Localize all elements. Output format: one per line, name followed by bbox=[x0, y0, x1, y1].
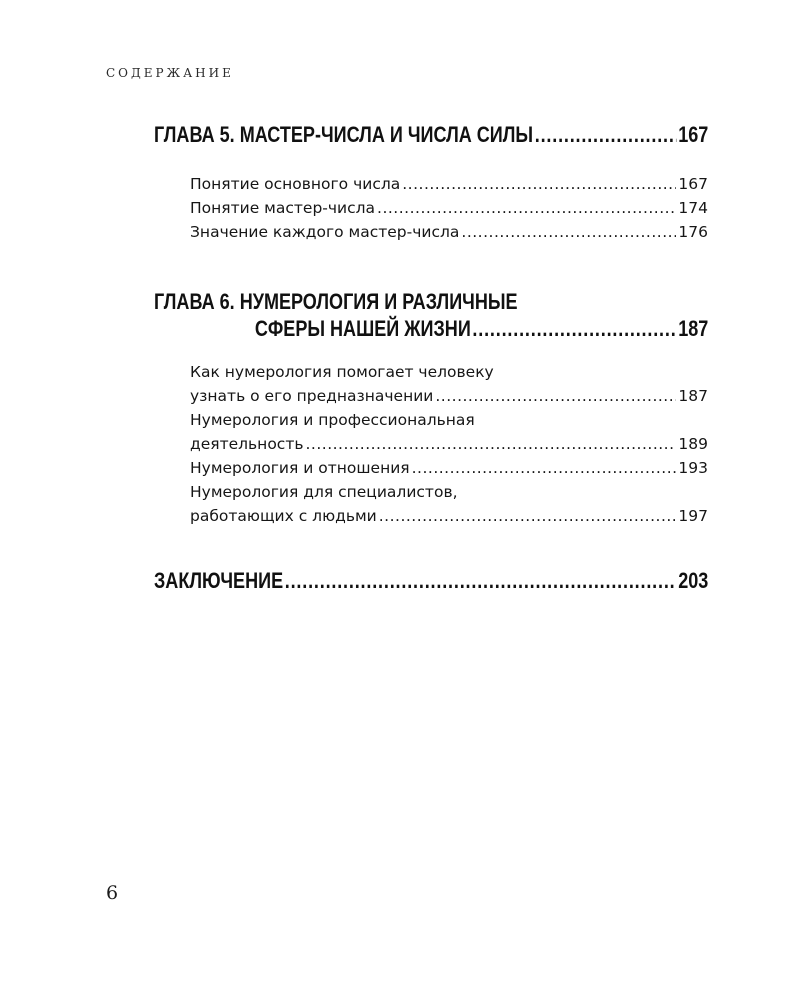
chapter-5-page: 167 bbox=[678, 122, 709, 147]
toc-entry[interactable] bbox=[190, 172, 708, 196]
leader-dots bbox=[377, 196, 676, 220]
toc-entry-title-line1: Как нумерология помогает человеку bbox=[190, 363, 494, 381]
chapter-6-title-line2: СФЕРЫ НАШЕЙ ЖИЗНИ bbox=[254, 316, 471, 341]
toc-entry-page: 176 bbox=[678, 223, 708, 241]
chapter-5-heading[interactable] bbox=[154, 122, 708, 148]
leader-dots bbox=[306, 432, 677, 456]
running-head: СОДЕРЖАНИЕ bbox=[106, 66, 234, 80]
toc-entry-page: 187 bbox=[678, 387, 708, 405]
chapter-6-heading[interactable] bbox=[154, 288, 708, 342]
toc-entry-title: Нумерология и отношения bbox=[190, 459, 410, 477]
toc-entry[interactable] bbox=[190, 456, 708, 480]
toc-entry[interactable] bbox=[190, 196, 708, 220]
leader-dots bbox=[535, 122, 677, 148]
conclusion-heading[interactable] bbox=[154, 568, 708, 594]
chapter-6-title-line1: ГЛАВА 6. НУМЕРОЛОГИЯ И РАЗЛИЧНЫЕ bbox=[154, 289, 518, 314]
toc-entry-title-line1: Нумерология для специалистов, bbox=[190, 483, 458, 501]
conclusion-title: ЗАКЛЮЧЕНИЕ bbox=[154, 568, 284, 593]
toc-entry-title: Понятие мастер-числа bbox=[190, 199, 376, 217]
toc-entry-title: Понятие основного числа bbox=[190, 175, 401, 193]
toc-entry-page: 197 bbox=[678, 507, 708, 525]
toc-entry-page: 193 bbox=[678, 459, 708, 477]
toc-entry-page: 174 bbox=[678, 199, 708, 217]
chapter-5-title: ГЛАВА 5. МАСТЕР-ЧИСЛА И ЧИСЛА СИЛЫ bbox=[154, 122, 534, 147]
leader-dots bbox=[285, 568, 677, 594]
toc-entry-title-line2: работающих с людьми bbox=[190, 507, 377, 525]
leader-dots bbox=[402, 172, 676, 196]
toc-entry[interactable] bbox=[190, 408, 708, 456]
toc-entry[interactable] bbox=[190, 220, 708, 244]
conclusion-page: 203 bbox=[678, 568, 709, 593]
page-number: 6 bbox=[106, 882, 119, 904]
leader-dots bbox=[461, 220, 676, 244]
toc-entry-title-line1: Нумерология и профессиональная bbox=[190, 411, 475, 429]
toc-entry[interactable] bbox=[190, 480, 708, 528]
toc-entry-title-line2: узнать о его предназначении bbox=[190, 387, 434, 405]
leader-dots bbox=[435, 384, 676, 408]
toc-entry[interactable] bbox=[190, 360, 708, 408]
leader-dots bbox=[472, 315, 676, 342]
chapter-5-sections bbox=[190, 172, 708, 244]
chapter-6-page: 187 bbox=[678, 316, 709, 341]
leader-dots bbox=[412, 456, 677, 480]
toc-entry-title-line2: деятельность bbox=[190, 435, 304, 453]
chapter-6-sections bbox=[190, 360, 708, 528]
toc-entry-title: Значение каждого мастер-числа bbox=[190, 223, 460, 241]
toc-entry-page: 167 bbox=[678, 175, 708, 193]
leader-dots bbox=[379, 504, 677, 528]
toc-entry-page: 189 bbox=[678, 435, 708, 453]
